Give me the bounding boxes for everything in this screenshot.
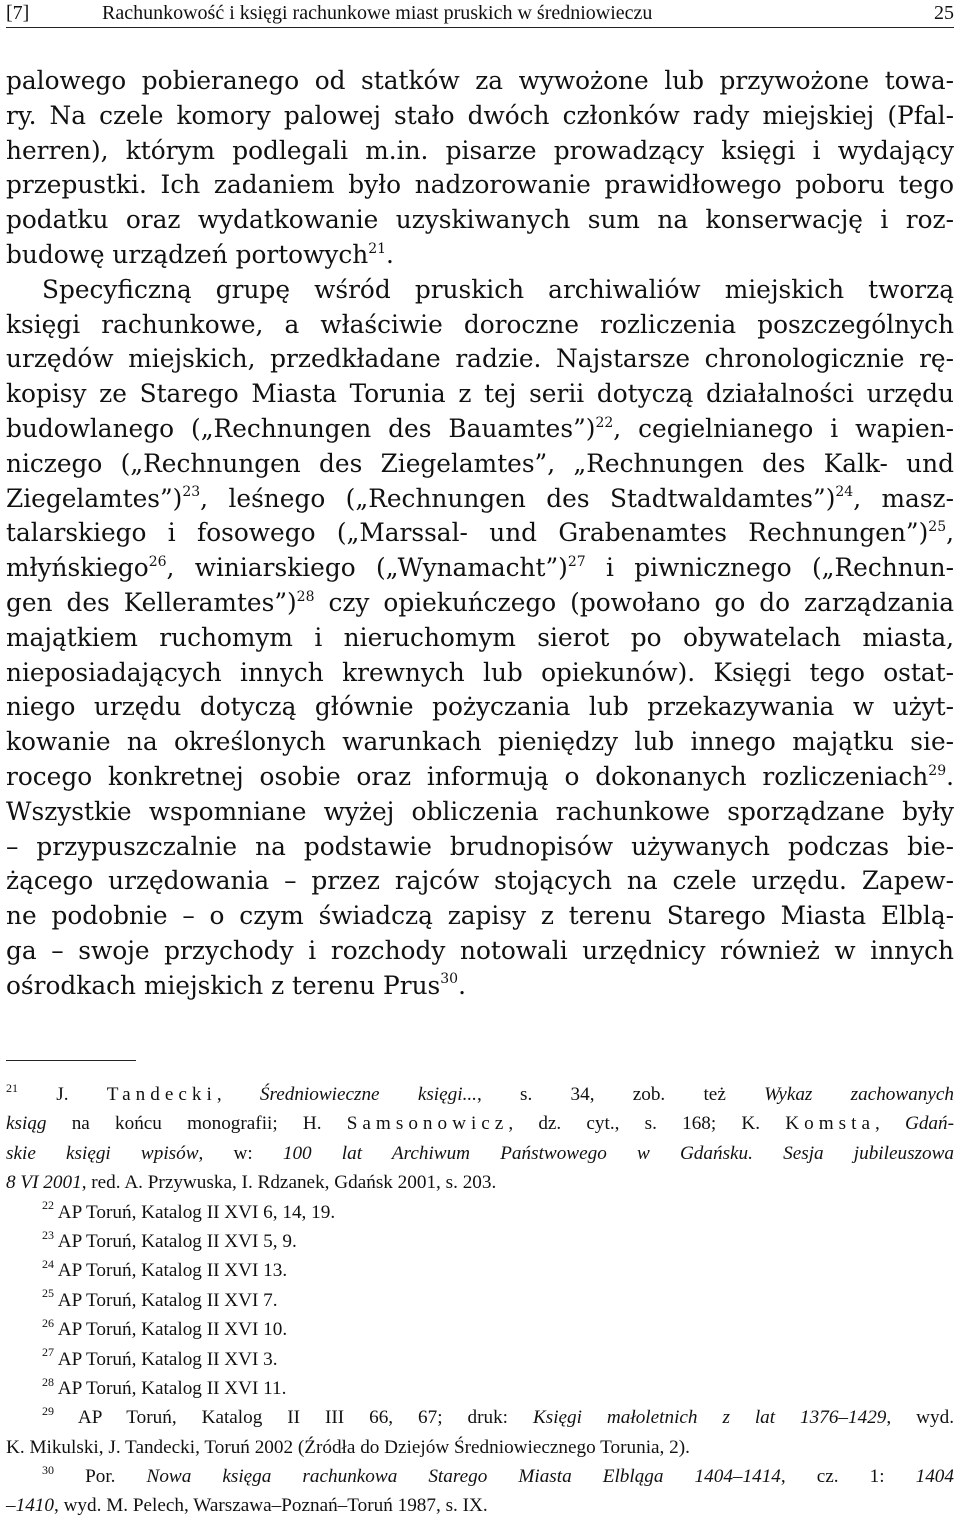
text-line: rocego konkretnej osobie oraz informują o dokonanych rozliczeniach$^{29}$. bbox=[6, 761, 954, 791]
running-header bbox=[6, 0, 954, 28]
footnote-number: 29 bbox=[42, 1403, 54, 1418]
page-number: 25 bbox=[934, 2, 954, 24]
running-title: Rachunkowość i księgi rachunkowe miast pruskich w średniowieczu bbox=[102, 2, 653, 24]
footnote-27: $^{27}$ AP Toruń, Katalog II XVI 3. bbox=[42, 1345, 278, 1370]
footnote-number: 28 bbox=[42, 1374, 54, 1389]
text-line: herren), którym podlegali m.in. pisarze prowadzący księgi i wydający bbox=[6, 135, 954, 165]
text-line: kowanie na określonych warunkach pieniędzy lub innego majątku sie- bbox=[6, 727, 954, 757]
footnote-ref[interactable]: 24 bbox=[835, 484, 854, 501]
footnote-ref[interactable]: 22 bbox=[595, 414, 614, 431]
text-line: budowlanego („Rechnungen des Bauamtes”)$^{22}$, cegielnianego i wapien- bbox=[6, 413, 954, 443]
footnote-30-cont: –1410, wyd. M. Pelech, Warszawa–Poznań–Toruń 1987, s. IX. bbox=[6, 1495, 488, 1517]
text-line: kopisy ze Starego Miasta Torunia z tej serii dotyczą działalności urzędu bbox=[6, 379, 954, 409]
footnote-21: $^{21}$ J. Tandecki, Średniowieczne księgi..., s. 34, zob. też Wykaz zachowanych bbox=[6, 1080, 955, 1105]
footnote-30: $^{30}$ Por. Nowa księga rachunkowa Starego Miasta Elbląga 1404–1414, cz. 1: 1404 bbox=[42, 1462, 954, 1488]
footnote-number: 27 bbox=[42, 1345, 54, 1360]
text-line: ry. Na czele komory palowej stało dwóch członków rady miejskiej (Pfal- bbox=[6, 100, 954, 130]
footnote-number: 30 bbox=[42, 1462, 54, 1477]
footnotes bbox=[6, 1080, 954, 1521]
footnote-ref[interactable]: 29 bbox=[928, 762, 947, 779]
footnote-23: $^{23}$ AP Toruń, Katalog II XVI 5, 9. bbox=[42, 1227, 297, 1252]
text-line: – przypuszczalnie na podstawie brudnopisów używanych podczas bie- bbox=[6, 831, 954, 861]
footnote-ref[interactable]: 27 bbox=[567, 553, 586, 570]
footnote-21-cont: 8 VI 2001, red. A. Przywuska, I. Rdzanek, Gdańsk 2001, s. 203. bbox=[6, 1172, 497, 1194]
footnote-21-cont: ksiąg na końcu monografii; H. Samsonowicz, dz. cyt., s. 168; K. Komsta, Gdań- bbox=[6, 1113, 954, 1135]
footnote-number: 21 bbox=[6, 1080, 18, 1095]
footnote-number: 22 bbox=[42, 1198, 54, 1213]
text-line: młyńskiego$^{26}$, winiarskiego („Wynamacht”)$^{27}$ i piwnicznego („Rechnun- bbox=[6, 553, 955, 583]
footnote-25: $^{25}$ AP Toruń, Katalog II XVI 7. bbox=[42, 1286, 278, 1311]
footnote-separator bbox=[6, 1060, 136, 1061]
text-line: niczego („Rechnungen des Ziegelamtes”, „Rechnungen des Kalk- und bbox=[6, 448, 954, 478]
footnote-ref[interactable]: 28 bbox=[296, 588, 315, 605]
footnote-22: $^{22}$ AP Toruń, Katalog II XVI 6, 14, 19. bbox=[42, 1198, 336, 1223]
footnote-24: $^{24}$ AP Toruń, Katalog II XVI 13. bbox=[42, 1256, 288, 1282]
text-line: ga – swoje przychody i rozchody notowali urzędnicy również w innych bbox=[6, 935, 954, 965]
text-line: talarskiego i fosowego („Marssal- und Grabenamtes Rechnungen”)$^{25}$, bbox=[6, 518, 954, 548]
body-text bbox=[6, 64, 954, 1004]
footnote-number: 25 bbox=[42, 1286, 54, 1301]
footnote-number: 24 bbox=[42, 1256, 54, 1271]
text-line: podatku oraz wydatkowanie uzyskiwanych sum na konserwację i roz- bbox=[6, 205, 954, 235]
footnote-number: 23 bbox=[42, 1227, 54, 1242]
footnote-ref[interactable]: 21 bbox=[368, 240, 387, 257]
text-line: majątkiem ruchomym i nieruchomym sierot po obywatelach miasta, bbox=[6, 622, 954, 652]
footnote-29-cont: K. Mikulski, J. Tandecki, Toruń 2002 (Źródła do Dziejów Średniowiecznego Torunia, 2). bbox=[6, 1436, 690, 1458]
text-line: Specyficzną grupę wśród pruskich archiwaliów miejskich tworzą bbox=[42, 274, 954, 304]
header-rule bbox=[6, 27, 954, 28]
text-line: Ziegelamtes”)$^{23}$, leśnego („Rechnungen des Stadtwaldamtes”)$^{24}$, masz- bbox=[6, 483, 955, 513]
text-line: ne podobnie – o czym świadczą zapisy z terenu Starego Miasta Elblą- bbox=[6, 901, 954, 931]
footnote-29: $^{29}$ AP Toruń, Katalog II III 66, 67; druk: Księgi małoletnich z lat 1376–1429, wyd. bbox=[42, 1403, 954, 1429]
text-line: gen des Kelleramtes”)$^{28}$ czy opiekuńczego (powołano go do zarządzania bbox=[6, 587, 954, 617]
text-line: niego urzędu dotyczą głównie pożyczania lub przekazywania w użyt- bbox=[6, 692, 954, 722]
text-line: palowego pobieranego od statków za wywożone lub przywożone towa- bbox=[6, 66, 954, 95]
footnote-26: $^{26}$ AP Toruń, Katalog II XVI 10. bbox=[42, 1315, 288, 1341]
footnote-ref[interactable]: 25 bbox=[928, 519, 947, 536]
footnote-ref[interactable]: 30 bbox=[440, 971, 459, 988]
text-line: budowę urządzeń portowych$^{21}$. bbox=[6, 239, 394, 269]
chapter-number: [7] bbox=[6, 2, 30, 24]
text-line: żącego urzędowania – przez rajców stojących na czele urzędu. Zapew- bbox=[6, 866, 954, 896]
footnote-21-cont: skie księgi wpisów, w: 100 lat Archiwum Państwowego w Gdańsku. Sesja jubileuszowa bbox=[6, 1142, 955, 1164]
text-line: nieposiadających innych krewnych lub opiekunów). Księgi tego ostat- bbox=[6, 657, 954, 687]
text-line: ośrodkach miejskich z terenu Prus$^{30}$. bbox=[6, 970, 466, 1000]
text-line: przepustki. Ich zadaniem było nadzorowanie prawidłowego poboru tego bbox=[6, 170, 954, 200]
footnote-ref[interactable]: 26 bbox=[148, 553, 167, 570]
text-line: urzędów miejskich, przedkładane radzie. Najstarsze chronologicznie rę- bbox=[6, 344, 954, 374]
footnote-28: $^{28}$ AP Toruń, Katalog II XVI 11. bbox=[42, 1374, 287, 1399]
footnote-number: 26 bbox=[42, 1315, 54, 1330]
text-line: Wszystkie wspomniane wyżej obliczenia rachunkowe sporządzane były bbox=[6, 796, 954, 826]
footnote-ref[interactable]: 23 bbox=[182, 484, 201, 501]
text-line: księgi rachunkowe, a właściwie doroczne rozliczenia poszczególnych bbox=[6, 309, 954, 339]
